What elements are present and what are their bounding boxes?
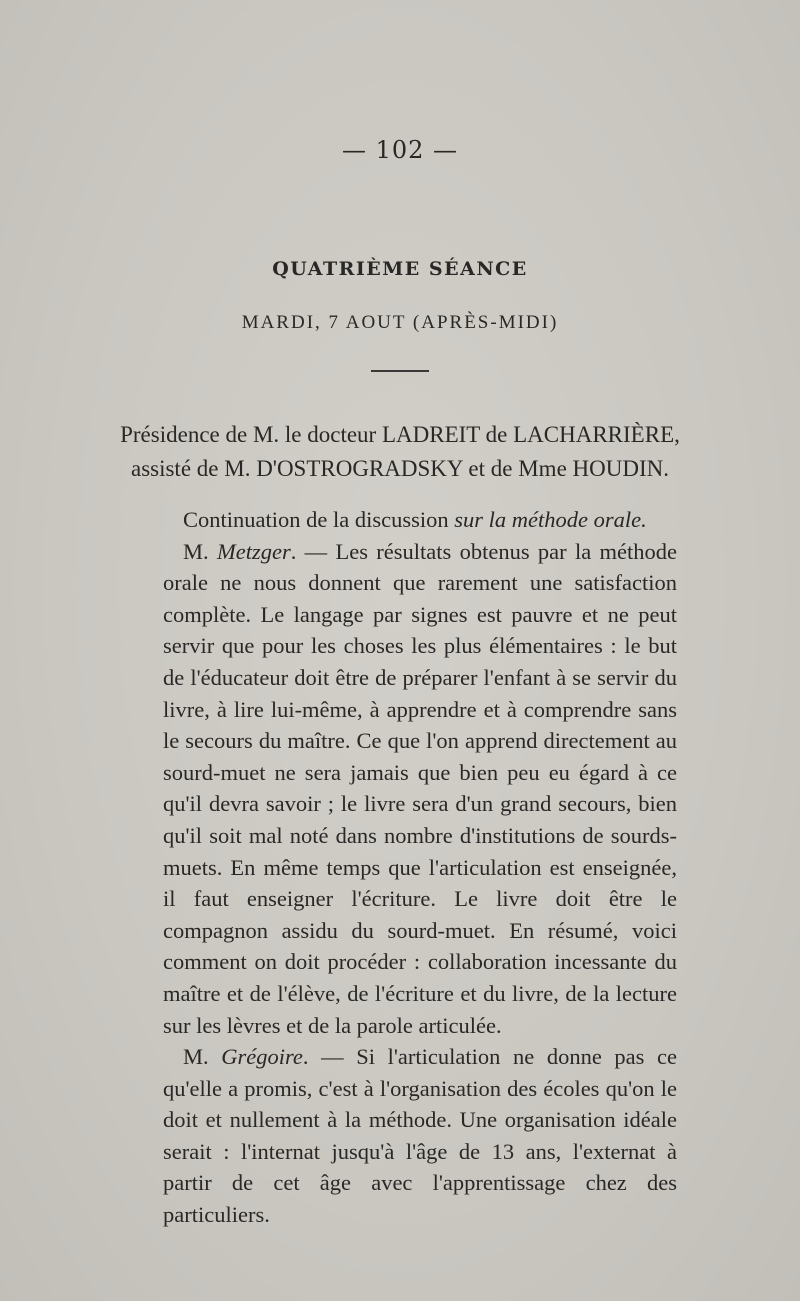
gregoire-paragraph: [163, 1041, 677, 1231]
intro-emphasis: sur la méthode orale.: [454, 507, 647, 532]
presidency-block: [0, 418, 800, 486]
gregoire-prefix: M.: [183, 1044, 222, 1070]
gregoire-text: . — Si l'articulation ne donne pas ce qu'elle a promis, c'est à l'organisation des écoles qu'on le doit et nullement à la méthode. Une organisation idéale serait : l'internat jusqu'à l'âge de 13 ans, l'externat à partir de cet âge avec l'apprentissage chez des particuliers.: [163, 1044, 678, 1228]
metzger-prefix: M.: [183, 538, 217, 564]
session-date: MARDI, 7 AOUT (APRÈS-MIDI): [241, 312, 559, 333]
speaker-metzger: Metzger: [216, 538, 291, 564]
intro-paragraph: [163, 504, 677, 536]
presidency-line-2: assisté de M. D'OSTROGRADSKY et de Mme HOUDIN.: [130, 456, 669, 481]
body-text: [163, 504, 677, 1231]
intro-text: Continuation de la discussion: [183, 507, 455, 532]
presidency-line-1: Présidence de M. le docteur LADREIT de LACHARRIÈRE,: [120, 422, 680, 447]
page-number: — 102 —: [341, 136, 459, 164]
speaker-gregoire: Grégoire: [221, 1044, 303, 1070]
metzger-paragraph: [163, 536, 677, 1042]
metzger-text: . — Les résultats obtenus par la méthode orale ne nous donnent que rarement une satisfaction complète. Le langage par signes est pauvre et ne peut servir que pour les choses les plus élémentaires : le but de l'éducateur doit être de préparer l'enfant à se servir du livre, à lire lui-même, à apprendre et à comprendre sans le secours du maître. Ce que l'on apprend directement au sourd-muet ne sera jamais que bien peu eu égard à ce qu'il devra savoir ; le livre sera d'un grand secours, bien qu'il soit mal noté dans nombre d'institutions de sourds-muets. En même temps que l'articulation est enseignée, il faut enseigner l'écriture. Le livre doit être le compagnon assidu du sourd-muet. En résumé, voici comment on doit procéder : collaboration incessante du maître et de l'élève, de l'écriture et du livre, de la lecture sur les lèvres et de la parole articulée.: [163, 538, 678, 1038]
session-heading: QUATRIÈME SÉANCE: [272, 258, 528, 280]
divider-rule: [371, 370, 429, 372]
